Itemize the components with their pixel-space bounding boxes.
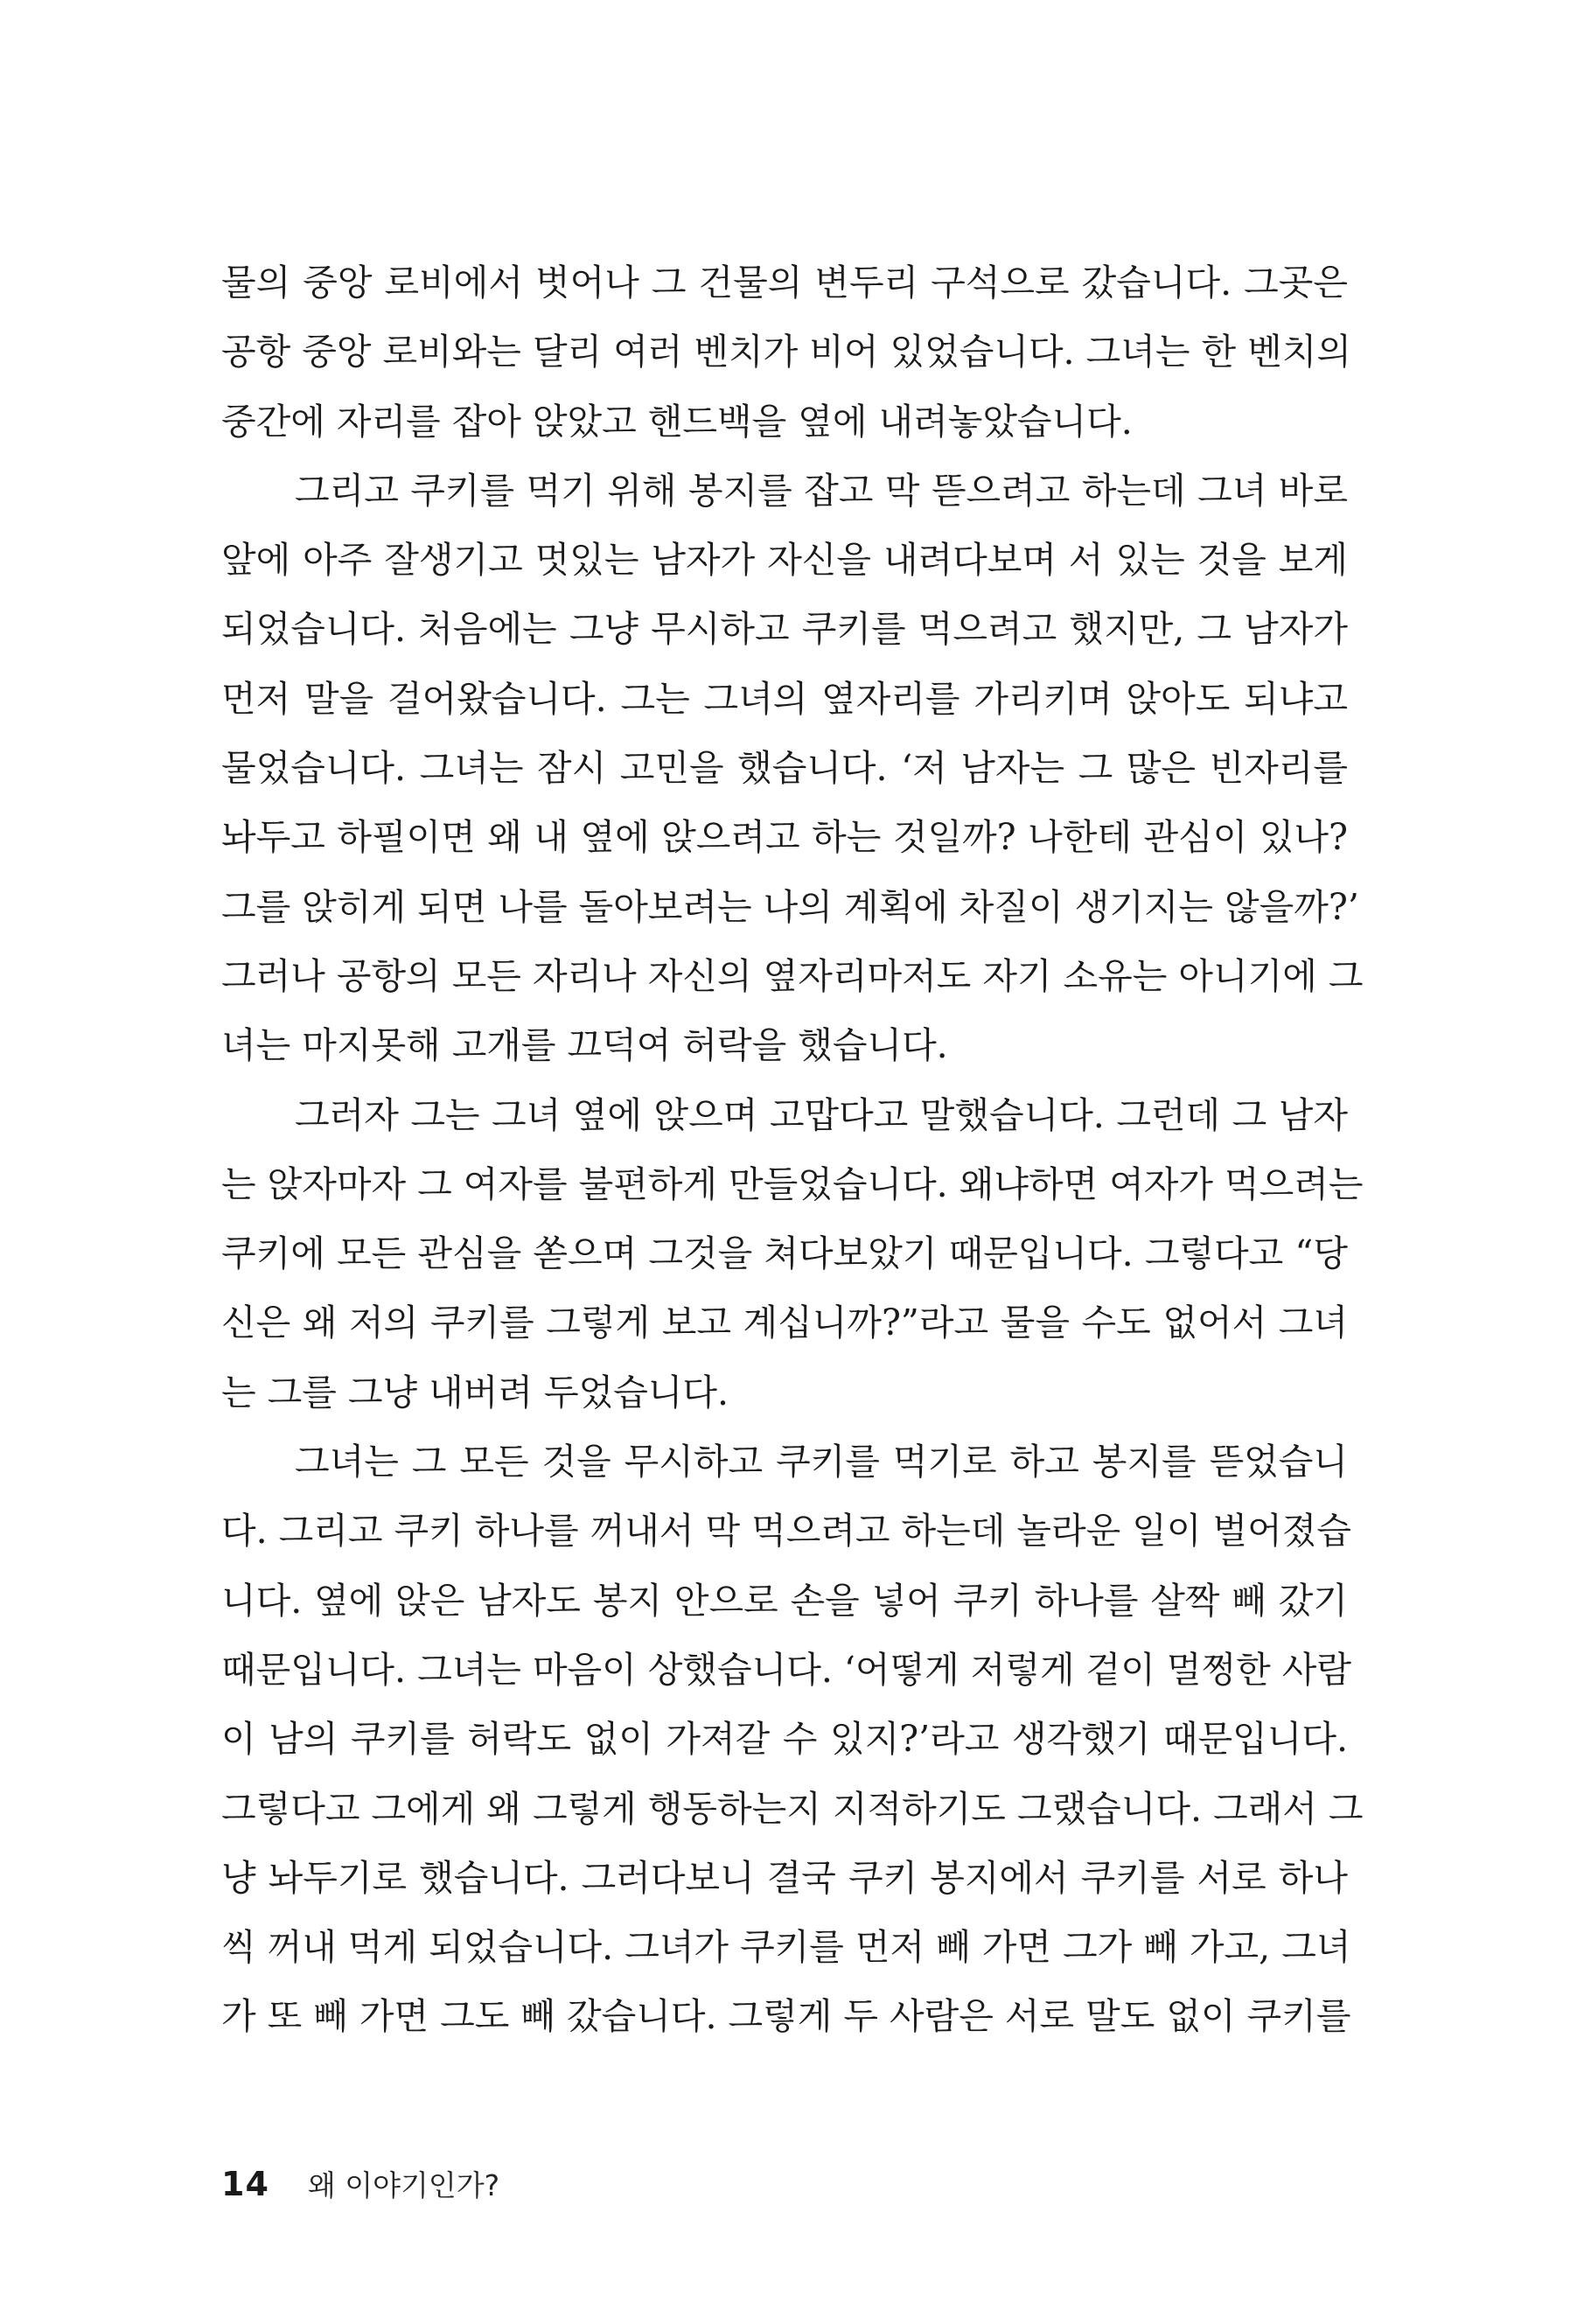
text-line: 물었습니다. 그녀는 잠시 고민을 했습니다. ‘저 남자는 그 많은 빈자리를 [221,747,1348,790]
running-title: 왜 이야기인가? [307,2168,500,2202]
text-line: 물의 중앙 로비에서 벗어나 그 건물의 변두리 구석으로 갔습니다. 그곳은 [221,262,1348,304]
page-footer [221,2163,499,2204]
paragraph [221,248,1351,457]
text-line: 때문입니다. 그녀는 마음이 상했습니다. ‘어떻게 저렇게 겉이 멀쩡한 사람 [221,1648,1351,1691]
page-number: 14 [221,2165,269,2203]
paragraph [221,1427,1364,2052]
text-line: 그녀는 그 모든 것을 무시하고 쿠키를 먹기로 하고 봉지를 뜯었습니 [295,1441,1348,1483]
text-line: 쿠키에 모든 관심을 쏟으며 그것을 쳐다보았기 때문입니다. 그렇다고 “당 [221,1232,1348,1275]
body-text [221,248,1364,2052]
text-line: 녀는 마지못해 고개를 끄덕여 허락을 했습니다. [221,1024,948,1067]
text-line: 앞에 아주 잘생기고 멋있는 남자가 자신을 내려다보며 서 있는 것을 보게 [221,539,1348,582]
text-line: 그러나 공항의 모든 자리나 자신의 옆자리마저도 자기 소유는 아니기에 그 [221,954,1364,997]
text-line: 그러자 그는 그녀 옆에 앉으며 고맙다고 말했습니다. 그런데 그 남자 [295,1093,1348,1136]
paragraph [221,1081,1364,1427]
text-line: 먼저 말을 걸어왔습니다. 그는 그녀의 옆자리를 가리키며 앉아도 되냐고 [221,677,1348,720]
text-line: 신은 왜 저의 쿠키를 그렇게 보고 계십니까?”라고 물을 수도 없어서 그녀 [221,1302,1348,1344]
text-line: 이 남의 쿠키를 허락도 없이 가져갈 수 있지?’라고 생각했기 때문입니다. [221,1718,1348,1761]
text-line: 그렇다고 그에게 왜 그렇게 행동하는지 지적하기도 그랬습니다. 그래서 그 [221,1787,1364,1830]
text-line: 다. 그리고 쿠키 하나를 꺼내서 막 먹으려고 하는데 놀라운 일이 벌어졌습 [221,1510,1351,1553]
text-line: 놔두고 하필이면 왜 내 옆에 앉으려고 하는 것일까? 나한테 관심이 있나? [221,816,1348,859]
text-line: 니다. 옆에 앉은 남자도 봉지 안으로 손을 넣어 쿠키 하나를 살짝 빼 갔기 [221,1579,1348,1622]
text-line: 는 앉자마자 그 여자를 불편하게 만들었습니다. 왜냐하면 여자가 먹으려는 [221,1162,1364,1205]
text-line: 는 그를 그냥 내버려 두었습니다. [221,1371,729,1413]
text-line: 그리고 쿠키를 먹기 위해 봉지를 잡고 막 뜯으려고 하는데 그녀 바로 [295,469,1348,512]
text-line: 중간에 자리를 잡아 앉았고 핸드백을 옆에 내려놓았습니다. [221,400,1133,443]
text-line: 냥 놔두기로 했습니다. 그러다보니 결국 쿠키 봉지에서 쿠키를 서로 하나 [221,1856,1348,1899]
text-line: 되었습니다. 처음에는 그냥 무시하고 쿠키를 먹으려고 했지만, 그 남자가 [221,608,1348,651]
text-line: 공항 중앙 로비와는 달리 여러 벤치가 비어 있었습니다. 그녀는 한 벤치의 [221,331,1351,373]
text-line: 가 또 빼 가면 그도 빼 갔습니다. 그렇게 두 사람은 서로 말도 없이 쿠키를 [221,1995,1351,2038]
text-line: 그를 앉히게 되면 나를 돌아보려는 나의 계획에 차질이 생기지는 않을까?’ [221,885,1359,928]
text-line: 씩 꺼내 먹게 되었습니다. 그녀가 쿠키를 먼저 빼 가면 그가 빼 가고, 그녀 [221,1926,1351,1969]
paragraph [221,457,1364,1081]
